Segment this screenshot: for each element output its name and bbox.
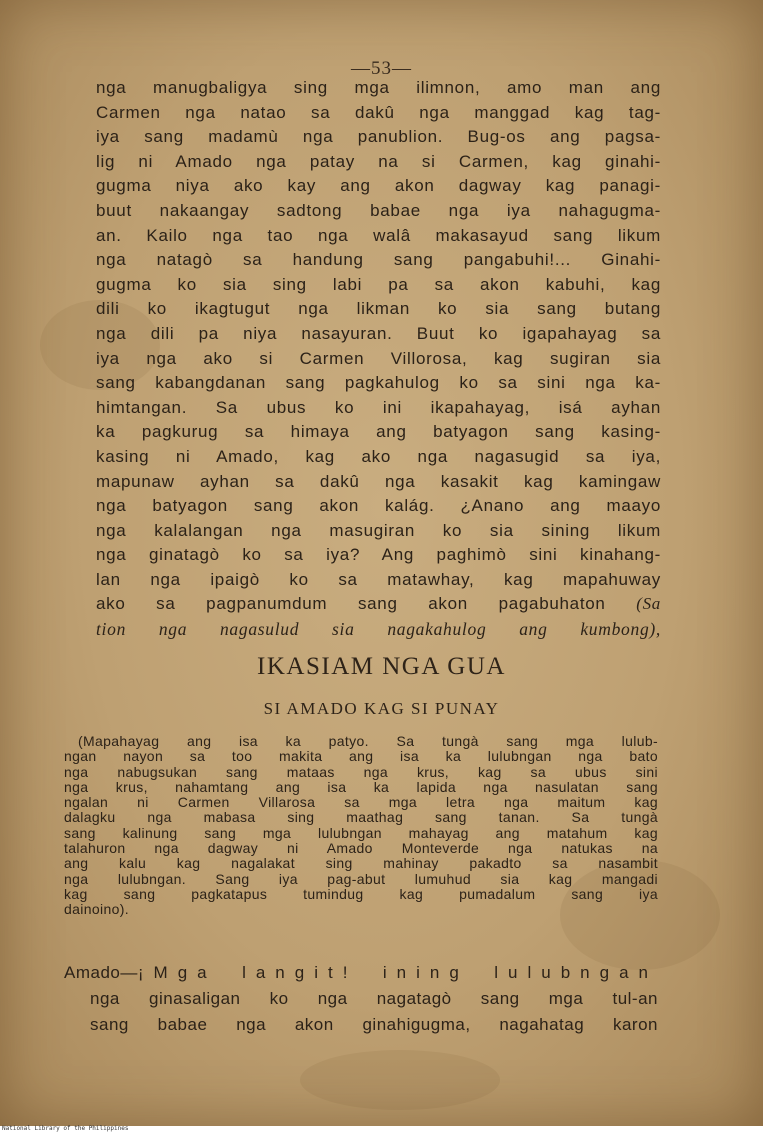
body-line: nga dili pa niya nasayuran. Buut ko igapahayag sa xyxy=(96,323,661,343)
library-credit: National Library of the Philippines xyxy=(2,1125,129,1132)
body-line: iya nga ako si Carmen Villorosa, kag sugiran sia xyxy=(96,348,661,368)
stage-direction-line: ngan nayon sa too makita ang isa ka lulubngan nga bato xyxy=(64,749,658,765)
body-line: an. Kailo nga tao nga walâ makasayud sang likum xyxy=(96,225,661,245)
stage-direction-line: dainoino). xyxy=(64,902,129,918)
body-line-text: ako sa pagpanumdum sang akon pagabuhaton xyxy=(96,594,606,614)
body-line: buut nakaangay sadtong babae nga iya nahagugma- xyxy=(96,200,661,220)
chapter-title: IKASIAM NGA GUA xyxy=(257,653,506,680)
body-line: iya sang madamù nga panublion. Bug-os ang pagsa- xyxy=(96,127,661,147)
stage-direction-line: kag sang pagkatapus tumindug kag pumadalum sang iya xyxy=(64,886,658,902)
body-line: gugma niya ako kay ang akon dagway kag panagi- xyxy=(96,176,661,196)
body-line: nga batyagon sang akon kalág. ¿Anano ang maayo xyxy=(96,496,661,516)
dialogue-line: sang babae nga akon ginahigugma, nagahatag karon xyxy=(90,1015,658,1034)
stage-direction-line: sang kalinung sang mga lulubngan mahayag ang matahum kag xyxy=(64,825,658,841)
body-line-italic: tion nga nagasulud sia nagakahulog ang kumbong), xyxy=(96,619,661,640)
page-number: —53— xyxy=(351,58,412,79)
stage-direction-line: ang kalu kag nagalakat sing mahinay pakadto sa nasambit xyxy=(64,856,658,872)
chapter-subtitle: SI AMADO KAG SI PUNAY xyxy=(263,699,500,718)
dialogue-line xyxy=(64,960,658,986)
body-line: mapunaw ayhan sa dakû nga kasakit kag kamingaw xyxy=(96,471,661,491)
body-text xyxy=(96,76,661,642)
stage-direction-line: nga nabugsukan sang mataas nga krus, kag sa ubus sini xyxy=(64,764,658,780)
body-line: lan nga ipaigò ko sa matawhay, kag mapahuway xyxy=(96,569,661,589)
body-line: Carmen nga natao sa dakû nga manggad kag tag- xyxy=(96,102,661,122)
body-line: gugma ko sia sing labi pa sa akon kabuhi, kag xyxy=(96,274,661,294)
body-line xyxy=(96,592,661,617)
body-line: ka pagkurug sa himaya ang batyagon sang kasing- xyxy=(96,422,661,442)
body-line: dili ko ikagtugut nga likman ko sia sang butang xyxy=(96,299,661,319)
body-line: himtangan. Sa ubus ko ini ikapahayag, isá ayhan xyxy=(96,397,661,417)
dialogue xyxy=(64,960,658,1038)
stage-direction-line: talahuron nga dagway ni Amado Monteverde nga natukas na xyxy=(64,841,658,857)
stage-direction-line: (Mapahayag ang isa ka patyo. Sa tungà sang mga lulub- xyxy=(78,734,658,749)
dialogue-exclamation: ¡Mga langit! ining lulubngan xyxy=(137,963,658,982)
stage-direction-line: nga krus, nahamtang ang isa ka lapida nga nasulatan sang xyxy=(64,779,658,795)
dialogue-line: nga ginasaligan ko nga nagatagò sang mga tul-an xyxy=(90,989,658,1008)
body-line-tail: (Sa xyxy=(636,594,661,614)
body-line: sang kabangdanan sang pagkahulog ko sa sini nga ka- xyxy=(96,373,661,393)
body-line: nga manugbaligya sing mga ilimnon, amo man ang xyxy=(96,78,661,97)
stage-direction-line: ngalan ni Carmen Villarosa sa mga letra nga maitum kag xyxy=(64,795,658,811)
library-credit-strip xyxy=(0,1126,763,1133)
body-line: kasing ni Amado, kag ako nga nagasugid sa iya, xyxy=(96,446,661,466)
stage-direction-line: nga lulubngan. Sang iya pag-abut lumuhud sia kag mangadi xyxy=(64,871,658,887)
body-line: nga kalalangan nga masugiran ko sia sining likum xyxy=(96,520,661,540)
stage-direction-line: dalagku nga mabasa sing maathag sang tanan. Sa tungà xyxy=(64,810,658,826)
speaker-name: Amado— xyxy=(64,963,138,982)
body-line: lig ni Amado nga patay na si Carmen, kag ginahi- xyxy=(96,151,661,171)
stage-direction xyxy=(64,734,658,918)
body-line: nga ginatagò ko sa iya? Ang paghimò sini kinahang- xyxy=(96,545,661,565)
body-line: nga natagò sa handung sang pangabuhi!... Ginahi- xyxy=(96,250,661,270)
